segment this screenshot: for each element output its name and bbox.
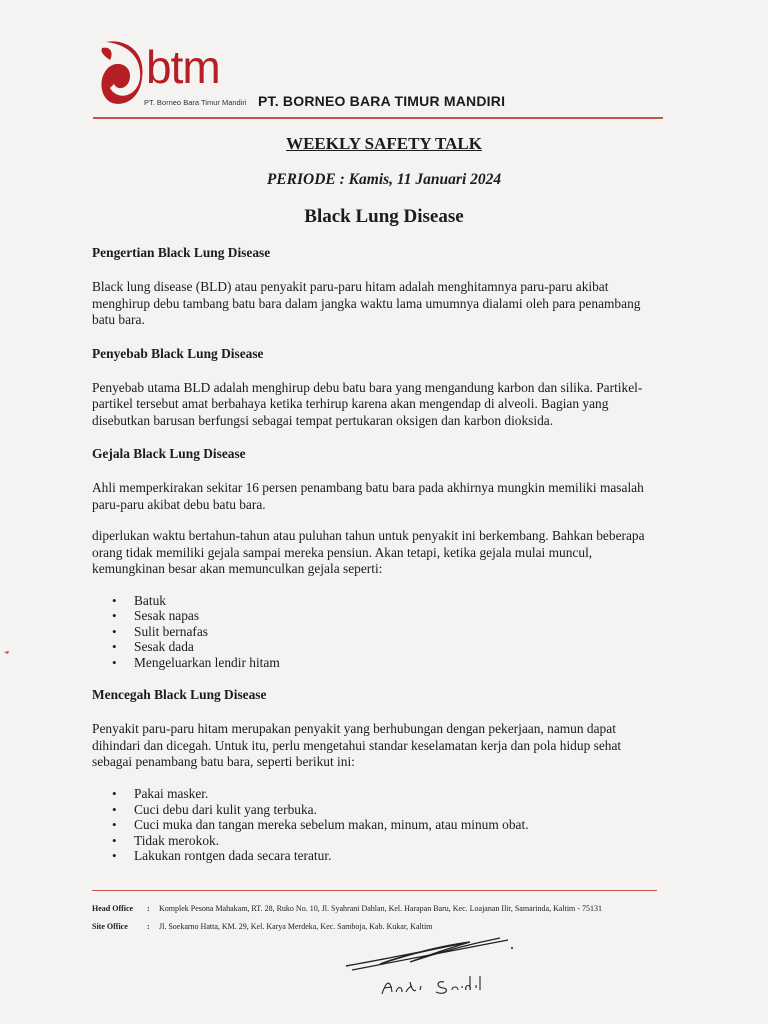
list-item: • Mengeluarkan lendir hitam — [92, 655, 652, 671]
list-item: • Batuk — [92, 593, 652, 609]
paragraph-gejala-2: diperlukan waktu bertahun-tahun atau puluhan tahun untuk penyakit ini berkembang. Bahkan beberapa orang tidak memiliki gejala sampai mereka pensiun. Akan tetapi, ketika gejala mulai muncul, kemungkinan besar akan memunculkan gejala seperti: — [92, 528, 645, 576]
document-body — [92, 244, 652, 864]
company-logo — [96, 38, 246, 114]
head-office-label: Head Office — [92, 904, 134, 913]
paragraph-gejala-1: Ahli memperkirakan sekitar 16 persen penambang batu bara pada akhirnya mungkin memiliki masalah paru-paru akibat debu batu bara. — [92, 480, 644, 512]
section-heading-mencegah: Mencegah Black Lung Disease — [92, 687, 267, 703]
logo-text: btm — [146, 41, 220, 93]
logo-subtext: PT. Borneo Bara Timur Mandiri — [144, 98, 247, 107]
list-item: • Pakai masker. — [92, 786, 652, 802]
document-title: WEEKLY SAFETY TALK — [286, 134, 482, 153]
paragraph-pengertian: Black lung disease (BLD) atau penyakit paru-paru hitam adalah menghitamnya paru-paru akibat menghirup debu tambang batu bara dalam jangka waktu lama umumnya dialami oleh para penambang batu bara. — [92, 279, 641, 327]
signature-scribble-icon — [340, 930, 530, 998]
list-item: • Sesak dada — [92, 639, 652, 655]
paragraph-penyebab: Penyebab utama BLD adalah menghirup debu batu bara yang mengandung karbon dan silika. Partikel-partikel tersebut amat berbahaya ketika terhirup karena akan mengendap di alveoli. Bagian yang disebutkan barusan berfungsi sebagai tempat pertukaran oksigen dan karbon dioksida. — [92, 379, 643, 428]
site-office-address: Jl. Soekarno Hatta, KM. 29, Kel. Karya Merdeka, Kec. Samboja, Kab. Kukar, Kaltim — [159, 922, 433, 931]
list-item: • Cuci muka dan tangan mereka sebelum makan, minum, atau minum obat. — [92, 817, 652, 833]
company-name: PT. BORNEO BARA TIMUR MANDIRI — [258, 93, 506, 109]
list-item: • Lakukan rontgen dada secara teratur. — [92, 848, 652, 864]
section-heading-pengertian: Pengertian Black Lung Disease — [92, 245, 271, 260]
paragraph-mencegah: Penyakit paru-paru hitam merupakan penyakit yang berhubungan dengan pekerjaan, namun dapat dihindari dan dicegah. Untuk itu, perlu mengetahui standar keselamatan kerja dan pola hidup sehat sebagai penambang batu bara, seperti berikut ini: — [92, 721, 622, 770]
header-divider — [93, 117, 663, 119]
site-office-label: Site Office — [92, 922, 128, 931]
head-office-separator: : — [147, 904, 150, 913]
list-item: • Cuci debu dari kulit yang terbuka. — [92, 802, 652, 818]
signature — [340, 930, 530, 998]
list-item: • Sesak napas — [92, 608, 652, 624]
list-item: • Tidak merokok. — [92, 833, 652, 849]
section-heading-gejala: Gejala Black Lung Disease — [92, 446, 246, 461]
scan-artifact — [4, 641, 9, 645]
document-period: PERIODE : Kamis, 11 Januari 2024 — [266, 171, 502, 188]
section-heading-penyebab: Penyebab Black Lung Disease — [92, 345, 264, 361]
site-office-separator: : — [147, 922, 150, 931]
head-office-row — [92, 902, 692, 915]
mencegah-list — [92, 786, 652, 864]
document-subject: Black Lung Disease — [304, 206, 464, 227]
gejala-list — [92, 593, 652, 671]
footer-divider — [92, 890, 657, 891]
list-item: • Sulit bernafas — [92, 624, 652, 640]
head-office-address: Komplek Pesona Mahakam, RT. 28, Ruko No. 10, Jl. Syahrani Dahlan, Kel. Harapan Baru, Kec. Loajanan Ilir, Samarinda, Kaltim - 75131 — [159, 904, 602, 913]
